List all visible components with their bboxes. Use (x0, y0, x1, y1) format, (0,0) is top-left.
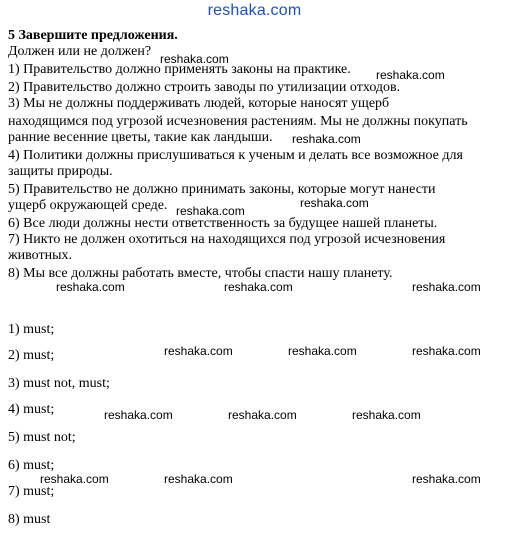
watermark: reshaka.com (228, 408, 297, 422)
exercise-subtitle: Должен или не должен? (8, 44, 152, 59)
exercise-line: 5) Правительство не должно принимать законы, которые могут нанести (8, 182, 436, 197)
exercise-line: 7) Никто не должен охотиться на находящихся под угрозой исчезновения (8, 232, 446, 247)
answer-item: 4) must; (8, 402, 55, 417)
watermark: reshaka.com (104, 408, 173, 422)
exercise-line: ранние весенние цветы, такие как ландыши. (8, 130, 273, 145)
exercise-title: 5 Завершите предложения. (8, 28, 178, 43)
exercise-line: 3) Мы не должны поддерживать людей, которые наносят ущерб (8, 96, 390, 111)
watermark: reshaka.com (412, 472, 481, 486)
answer-item: 3) must not, must; (8, 376, 110, 391)
watermark: reshaka.com (224, 280, 293, 294)
answer-item: 8) must (8, 512, 51, 527)
exercise-line: 4) Политики должны прислушиваться к ученым и делать все возможное для (8, 148, 463, 163)
watermark: reshaka.com (288, 344, 357, 358)
exercise-line: животных. (8, 248, 73, 263)
answer-item: 2) must; (8, 348, 55, 363)
watermark: reshaka.com (300, 196, 369, 210)
exercise-line: ущерб окружающей среде. (8, 198, 168, 213)
answer-item: 7) must; (8, 484, 55, 499)
answer-item: 6) must; (8, 458, 55, 473)
exercise-line: защиты природы. (8, 164, 113, 179)
answer-item: 5) must not; (8, 430, 76, 445)
watermark: reshaka.com (56, 280, 125, 294)
site-watermark-header: reshaka.com (207, 2, 302, 19)
watermark: reshaka.com (376, 68, 445, 82)
watermark: reshaka.com (176, 204, 245, 218)
exercise-line: 8) Мы все должны работать вместе, чтобы спасти нашу планету. (8, 266, 393, 281)
exercise-line: находящимся под угрозой исчезновения растениям. Мы не должны покупать (8, 114, 468, 129)
exercise-line: 1) Правительство должно применять законы на практике. (8, 62, 351, 77)
answer-item: 1) must; (8, 322, 55, 337)
watermark: reshaka.com (164, 472, 233, 486)
watermark: reshaka.com (160, 52, 229, 66)
exercise-line: 6) Все люди должны нести ответственность за будущее нашей планеты. (8, 216, 438, 231)
watermark: reshaka.com (352, 408, 421, 422)
watermark: reshaka.com (292, 132, 361, 146)
watermark: reshaka.com (412, 344, 481, 358)
exercise-line: 2) Правительство должно строить заводы по утилизации отходов. (8, 80, 401, 95)
watermark: reshaka.com (164, 344, 233, 358)
watermark: reshaka.com (412, 280, 481, 294)
watermark: reshaka.com (40, 472, 109, 486)
